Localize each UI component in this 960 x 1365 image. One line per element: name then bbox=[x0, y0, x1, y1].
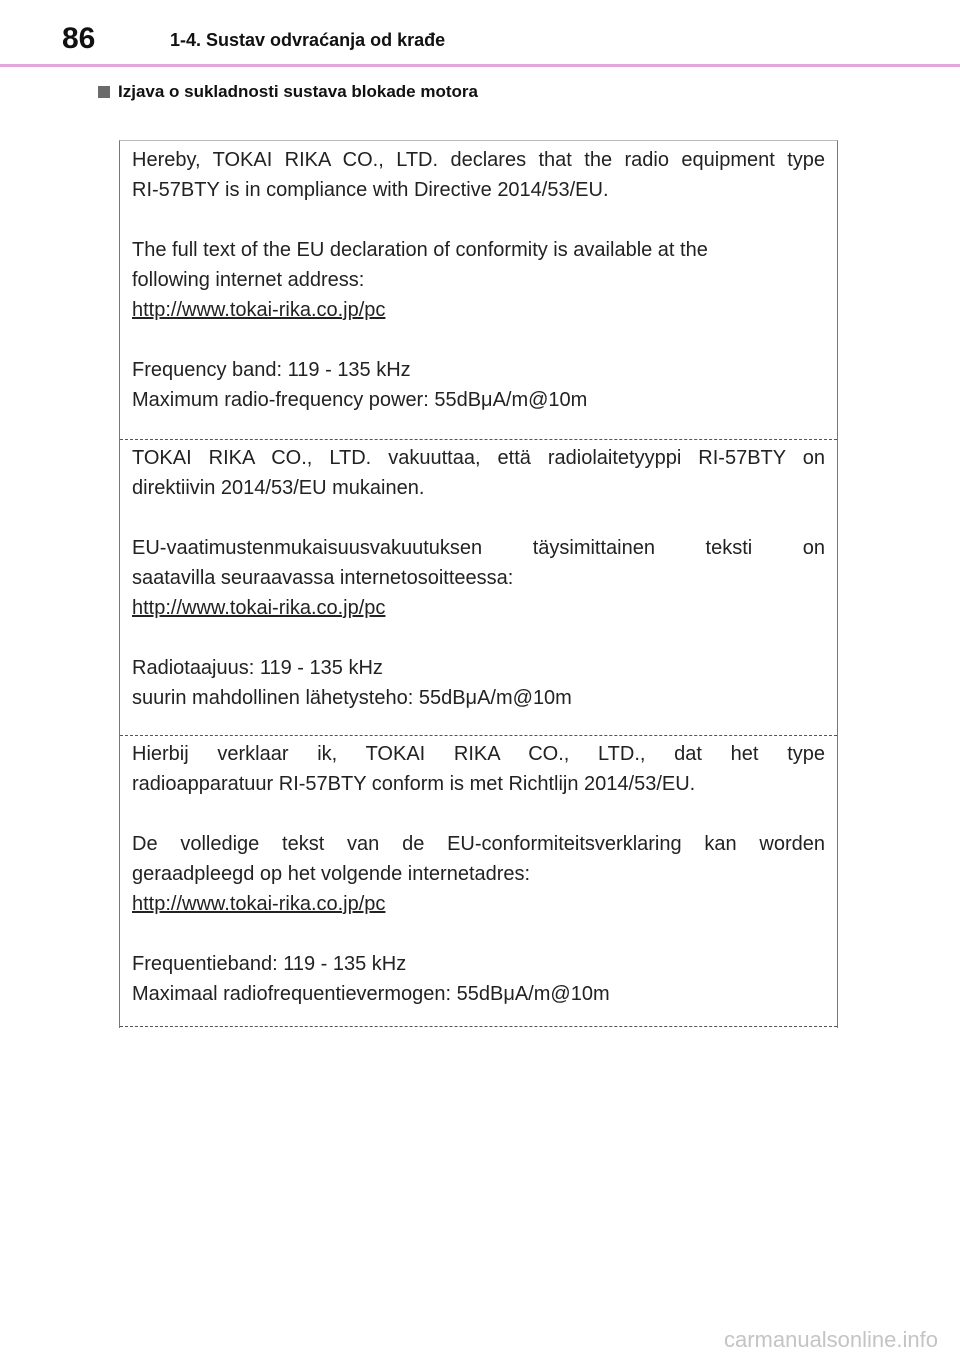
english-line-4: following internet address: bbox=[132, 269, 365, 291]
english-line-2: RI-57BTY is in compliance with Directive 2014/53/EU. bbox=[132, 179, 609, 201]
english-line-5: Frequency band: 119 - 135 kHz bbox=[132, 359, 411, 381]
page-number: 86 bbox=[62, 22, 96, 55]
dutch-link[interactable]: http://www.tokai-rika.co.jp/pc bbox=[132, 893, 386, 915]
dutch-line-1: Hierbij verklaar ik, TOKAI RIKA CO., LTD., dat het type bbox=[132, 743, 825, 765]
divider-3 bbox=[120, 1026, 837, 1027]
declaration-english bbox=[120, 141, 837, 439]
watermark: carmanualsonline.info bbox=[723, 1327, 938, 1352]
header-rule bbox=[0, 64, 960, 67]
english-link[interactable]: http://www.tokai-rika.co.jp/pc bbox=[132, 299, 386, 321]
dutch-line-2: radioapparatuur RI-57BTY conform is met Richtlijn 2014/53/EU. bbox=[132, 773, 696, 795]
square-bullet-icon bbox=[98, 86, 110, 98]
dutch-line-4: geraadpleegd op het volgende internetadres: bbox=[132, 863, 531, 885]
finnish-line-6: suurin mahdollinen lähetysteho: 55dBμA/m@10m bbox=[132, 687, 572, 709]
declaration-dutch bbox=[120, 735, 837, 1028]
finnish-line-3: EU-vaatimustenmukaisuusvakuutuksen täysimittainen teksti on bbox=[132, 537, 825, 559]
english-line-1: Hereby, TOKAI RIKA CO., LTD. declares that the radio equipment type bbox=[132, 149, 825, 171]
english-line-6: Maximum radio-frequency power: 55dBμA/m@10m bbox=[132, 389, 588, 411]
declaration-box bbox=[119, 140, 838, 1028]
section-heading bbox=[98, 82, 478, 102]
dutch-line-6: Maximaal radiofrequentievermogen: 55dBμA/m@10m bbox=[132, 983, 610, 1005]
finnish-line-1: TOKAI RIKA CO., LTD. vakuuttaa, että radiolaitetyyppi RI-57BTY on bbox=[132, 447, 825, 469]
dutch-line-5: Frequentieband: 119 - 135 kHz bbox=[132, 953, 407, 975]
finnish-line-2: direktiivin 2014/53/EU mukainen. bbox=[132, 477, 425, 499]
declaration-finnish bbox=[120, 439, 837, 735]
dutch-line-3: De volledige tekst van de EU-conformiteitsverklaring kan worden bbox=[132, 833, 825, 855]
finnish-line-5: Radiotaajuus: 119 - 135 kHz bbox=[132, 657, 383, 679]
finnish-line-4: saatavilla seuraavassa internetosoitteessa: bbox=[132, 567, 514, 589]
chapter-title: 1-4. Sustav odvraćanja od krađe bbox=[170, 30, 446, 50]
english-line-3: The full text of the EU declaration of conformity is available at the bbox=[132, 239, 708, 261]
finnish-link[interactable]: http://www.tokai-rika.co.jp/pc bbox=[132, 597, 386, 619]
section-heading-text: Izjava o sukladnosti sustava blokade motora bbox=[118, 82, 478, 101]
